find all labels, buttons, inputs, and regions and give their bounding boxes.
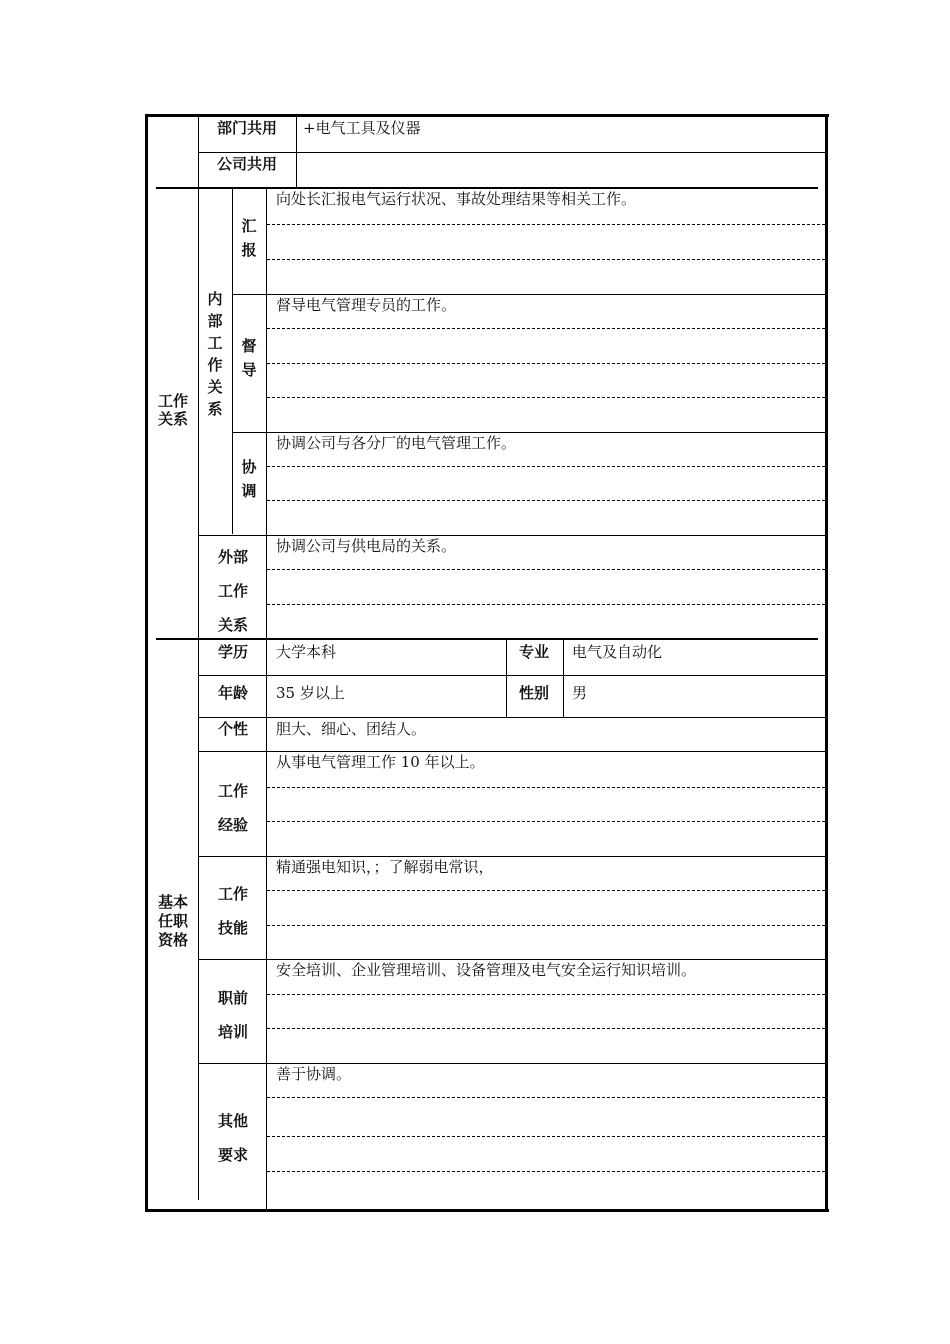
experience-rule-1: [267, 787, 825, 788]
coordinate-rule-1: [267, 466, 825, 467]
other-label: 其他 要求: [217, 1112, 248, 1164]
skills-rule-2: [267, 925, 825, 926]
experience-value: 从事电气管理工作 10 年以上。: [276, 753, 485, 771]
external-label: 外部 工作 关系: [217, 548, 248, 634]
education-label: 学历: [217, 643, 248, 661]
skills-value: 精通强电知识，；了解弱电常识，: [276, 858, 494, 876]
supervise-rule-3: [267, 397, 825, 398]
section-col-divider: [198, 116, 199, 1200]
supervise-label: 督 导: [241, 337, 257, 379]
experience-label: 工作 经验: [217, 782, 248, 834]
coordinate-label: 协 调: [241, 458, 257, 500]
edu-col-divider-2: [563, 640, 564, 717]
company-shared-label: 公司共用: [216, 155, 277, 173]
dept-shared-label: 部门共用: [216, 119, 277, 137]
form-left-border: [145, 114, 148, 1212]
header-bottom-line: [156, 187, 818, 189]
report-rule-2: [267, 259, 825, 260]
report-text: 向处长汇报电气运行状况、事故处理结果等相关工作。: [276, 190, 637, 208]
dept-shared-value: +电气工具及仪器: [303, 119, 421, 137]
skills-rule-1: [267, 890, 825, 891]
major-label: 专业: [518, 643, 549, 661]
experience-rule-2: [267, 821, 825, 822]
supervise-rule-1: [267, 328, 825, 329]
qualifications-label: 基本 任职 资格: [157, 893, 188, 949]
other-rule-3: [267, 1171, 825, 1172]
external-rule-2: [267, 604, 825, 605]
training-rule-2: [267, 1028, 825, 1029]
report-bottom: [232, 294, 825, 295]
external-rule-1: [267, 569, 825, 570]
age-label: 年龄: [217, 684, 248, 702]
work-relations-bottom: [156, 638, 818, 640]
form-right-border: [825, 114, 828, 1212]
internal-label: 内 部 工 作 关 系: [207, 290, 223, 418]
training-row-bottom: [198, 1063, 825, 1064]
coordinate-rule-2: [267, 500, 825, 501]
report-label: 汇 报: [241, 217, 257, 259]
other-rule-2: [267, 1136, 825, 1137]
skills-label: 工作 技能: [217, 885, 248, 937]
age-row-bottom: [198, 717, 825, 718]
education-value: 大学本科: [276, 643, 337, 661]
work-relations-label-1: 工作: [157, 392, 188, 410]
other-rule-1: [267, 1097, 825, 1098]
other-value: 善于协调。: [276, 1065, 352, 1083]
form-bottom-border: [145, 1209, 829, 1212]
work-relations-label-2: 关系: [157, 410, 188, 428]
coordinate-bottom: [198, 535, 825, 536]
personality-value: 胆大、细心、团结人。: [276, 720, 427, 738]
gender-label: 性别: [518, 684, 549, 702]
edu-col-divider-1: [506, 640, 507, 717]
personality-label: 个性: [217, 720, 248, 738]
header-row-divider: [198, 152, 825, 153]
age-value: 35 岁以上: [276, 684, 345, 702]
training-value: 安全培训、企业管理培训、设备管理及电气安全运行知识培训。: [276, 961, 697, 979]
form-top-border: [145, 114, 829, 117]
major-value: 电气及自动化: [572, 643, 663, 661]
personality-row-bottom: [198, 751, 825, 752]
skills-row-bottom: [198, 959, 825, 960]
external-text: 协调公司与供电局的关系。: [276, 537, 457, 555]
report-rule-1: [267, 224, 825, 225]
internal-col-divider: [232, 188, 233, 534]
supervise-bottom: [232, 432, 825, 433]
supervise-text: 督导电气管理专员的工作。: [276, 296, 457, 314]
training-rule-1: [267, 994, 825, 995]
training-label: 职前 培训: [217, 989, 248, 1041]
gender-value: 男: [572, 684, 588, 702]
coordinate-text: 协调公司与各分厂的电气管理工作。: [276, 434, 517, 452]
text-col-divider: [266, 188, 267, 1210]
supervise-rule-2: [267, 363, 825, 364]
experience-row-bottom: [198, 856, 825, 857]
edu-row-bottom: [198, 675, 825, 676]
